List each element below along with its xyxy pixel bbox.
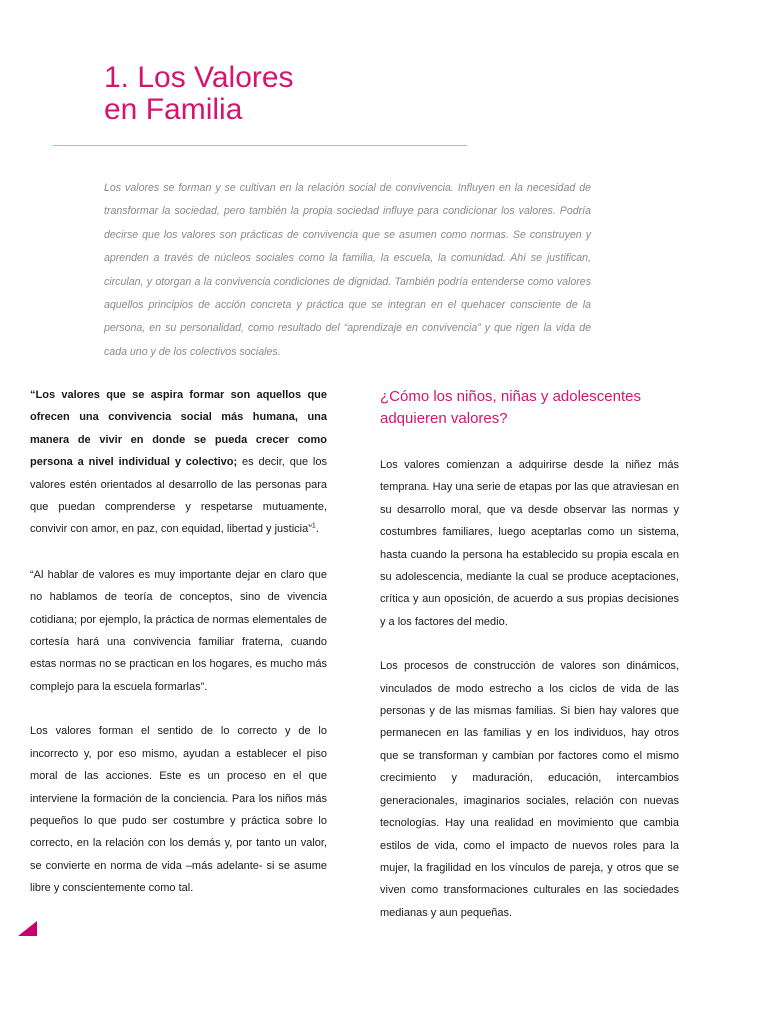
title-divider [53, 145, 467, 146]
page-corner-marker [18, 921, 37, 936]
left-column [30, 384, 327, 900]
page-title-line-2: en Familia [104, 93, 243, 126]
page-title-line-1: 1. Los Valores [104, 61, 294, 94]
quote-values-definition-bold: “Los valores que se aspira formar son aquellos que ofrecen una convivencia social más humana, una manera de vivir en donde se pueda crecer como persona a nivel individual y colectivo; [30, 389, 327, 469]
paragraph-construction: Los procesos de construcción de valores son dinámicos, vinculados de modo estrecho a los ciclos de vida de las personas y de las mismas familias. Si bien hay valores que permanecen en las familias y en los individuos, hay otros que se transforman y cambian por factores como el mismo crecimiento y maduración, educación, intercambios generacionales, imaginarios sociales, relación con nuevas tecnologías. Hay una realidad en movimiento que cambia estilos de vida, como el impacto de nuevos roles para la mujer, la fragilidad en los vínculos de pareja, y otros que se viven como transformaciones culturales en las sociedades medianas y aun pequeñas. [380, 660, 679, 919]
paragraph-moral-sense: Los valores forman el sentido de lo correcto y de lo incorrecto y, por eso mismo, ayudan a establecer el piso moral de las acciones. Este es un proceso en el que interviene la formación de la conciencia. Para los niños más pequeños lo que pudo ser costumbre y práctica sobre lo correcto, en la relación con los demás y, por tanto un valor, se convierte en norma de vida –más adelante- si se asume libre y conscientemente como tal. [30, 725, 327, 895]
intro-paragraph: Los valores se forman y se cultivan en la relación social de convivencia. Influyen en la necesidad de transformar la sociedad, pero también la propia sociedad influye para condicionar los valores. Podría decirse que los valores son prácticas de convivencia que se asumen como normas. Se construyen y aprenden a través de núcleos sociales como la familia, la escuela, la comunidad. Ahí se justifican, circulan, y otorgan a la convivencia condiciones de dignidad. También podría entenderse como valores aquellos principios de acción concreta y práctica que se integran en el quehacer consciente de la persona, en su personalidad, como resultado del “aprendizaje en convivencia” y que rigen la vida de cada uno y de los colectivos sociales. [104, 182, 591, 358]
page-title [104, 62, 294, 126]
footnote-marker: 1 [311, 522, 316, 530]
quote-daily-practice: “Al hablar de valores es muy importante dejar en claro que no hablamos de teoría de conceptos, sino de vivencia cotidiana; por ejemplo, la práctica de normas elementales de cortesía hará una convivencia familiar fraterna, cuando estas normas no se practican en los hogares, es mucho más complejo para la escuela formarlas”. [30, 568, 327, 693]
quote-values-definition-end: . [315, 523, 319, 536]
right-column [380, 386, 679, 924]
paragraph-acquisition: Los valores comienzan a adquirirse desde la niñez más temprana. Hay una serie de etapas por las que atraviesan en su desarrollo moral, que va desde observar las normas y costumbres familiares, luego aceptarlas como un sistema, hasta cuando la persona ha establecido su propia escala en su adolescencia, mediante la cual se produce aceptaciones, crítica y aun oposición, de acuerdo a sus propias decisiones y a los factores del medio. [380, 459, 679, 628]
section-subheading: ¿Cómo los niños, niñas y adolescentes adquieren valores? [380, 388, 641, 427]
quote-values-definition [30, 384, 327, 541]
quote-values-definition-rest: es decir, que los valores estén orientados al desarrollo de las personas para que puedan comprenderse y respetarse mutuamente, convivir con amor, en paz, con equidad, libertad y justicia” [30, 456, 327, 536]
